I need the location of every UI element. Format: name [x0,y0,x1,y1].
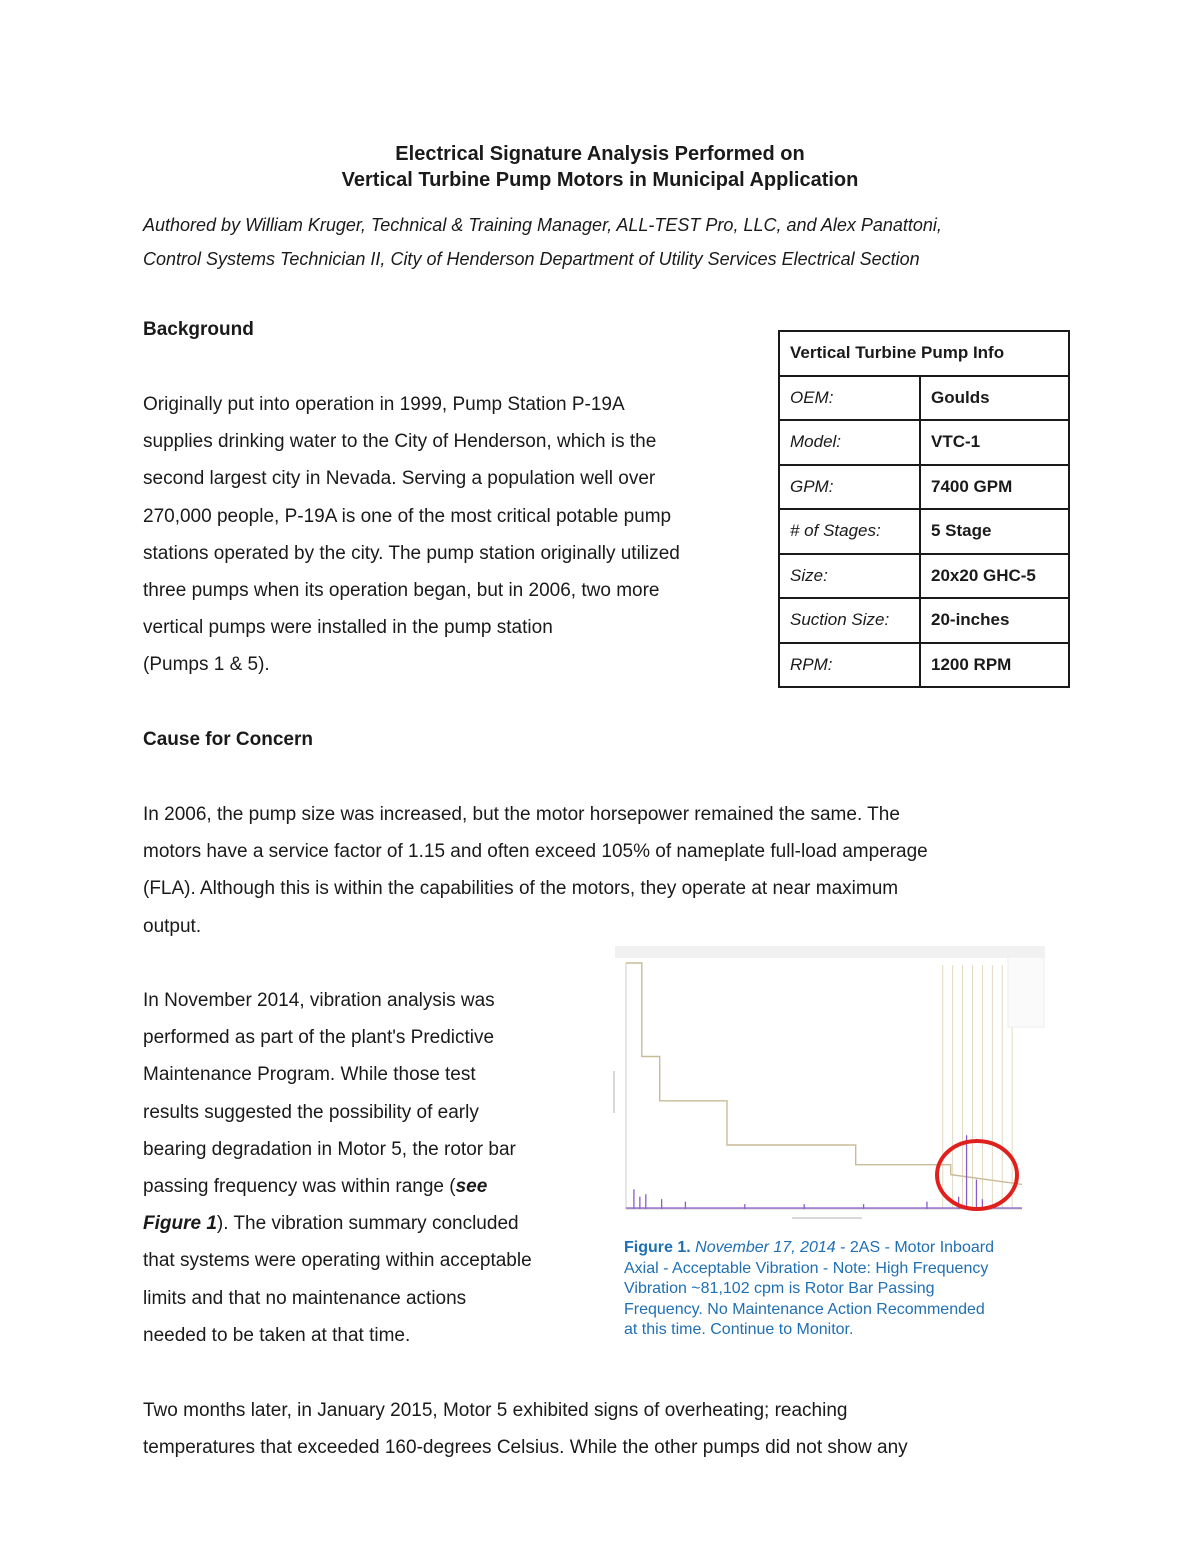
figure-date: November 17, 2014 [695,1239,836,1256]
chart-title-strip [615,946,1045,958]
concern-line: needed to be taken at that time. [143,1324,411,1346]
concern-paragraph-1 [143,796,928,945]
row-value: 5 Stage [920,509,1069,554]
row-value: 1200 RPM [920,643,1069,688]
background-paragraph [143,386,680,684]
background-heading: Background [143,319,254,340]
concern-line: results suggested the possibility of early [143,1101,479,1123]
figure-1-chart [612,943,1048,1226]
concern-line: that systems were operating within acceptable [143,1250,532,1272]
concern-line: performed as part of the plant's Predictive [143,1027,495,1049]
concern-line: (FLA). Although this is within the capabilities of the motors, they operate at near maximum [143,878,899,900]
row-label: Suction Size: [779,598,920,643]
caption-line: Axial - Acceptable Vibration - Note: High Frequency [624,1259,989,1277]
background-line: Originally put into operation in 1999, Pump Station P-19A [143,394,625,415]
figure-reference: Figure 1 [143,1213,217,1235]
concern-paragraph-2 [143,982,532,1354]
background-line: vertical pumps were installed in the pump station [143,617,553,639]
background-line: supplies drinking water to the City of Henderson, which is the [143,431,657,453]
concern-line: limits and that no maintenance actions [143,1287,467,1309]
caption-line: at this time. Continue to Monitor. [624,1321,854,1338]
figure-reference: see [455,1176,488,1198]
pump-info-header: Vertical Turbine Pump Info [779,331,1069,376]
concern-line: Maintenance Program. While those test [143,1064,476,1086]
concern-text: ). The vibration summary concluded [216,1213,519,1235]
background-line: (Pumps 1 & 5). [143,654,270,676]
figure-label: Figure 1. [624,1239,691,1256]
document-title-line-1: Electrical Signature Analysis Performed on [395,143,805,165]
concern-line [143,1205,532,1242]
concern-line: motors have a service factor of 1.15 and often exceed 105% of nameplate full-load amperage [143,841,928,863]
row-label: # of Stages: [779,509,920,554]
concern-paragraph-3 [143,1392,908,1466]
caption-line: Frequency. No Maintenance Action Recommended [624,1300,985,1318]
row-label: Model: [779,420,920,465]
concern-line: In 2006, the pump size was increased, but the motor horsepower remained the same. The [143,804,900,825]
author-line-1: Authored by William Kruger, Technical & Training Manager, ALL-TEST Pro, LLC, and Alex Panattoni, [143,215,942,235]
figure-1-caption [624,1238,1044,1341]
caption-line [624,1238,1044,1259]
background-line: three pumps when its operation began, but in 2006, two more [143,580,660,602]
row-value: Goulds [920,376,1069,421]
row-value: 7400 GPM [920,465,1069,510]
concern-line: In November 2014, vibration analysis was [143,990,495,1011]
concern-line: temperatures that exceeded 160-degrees Celsius. While the other pumps did not show any [143,1437,908,1459]
table-row [779,420,1069,465]
concern-heading: Cause for Concern [143,729,313,750]
row-value: 20x20 GHC-5 [920,554,1069,599]
concern-line: Two months later, in January 2015, Motor 5 exhibited signs of overheating; reaching [143,1400,848,1421]
caption-line: Vibration ~81,102 cpm is Rotor Bar Passing [624,1280,935,1297]
row-value: VTC-1 [920,420,1069,465]
background-line: second largest city in Nevada. Serving a population well over [143,468,656,490]
concern-line: bearing degradation in Motor 5, the rotor bar [143,1138,516,1160]
concern-text: passing frequency was within range ( [143,1176,456,1198]
table-row [779,509,1069,554]
table-row [779,598,1069,643]
background-line: stations operated by the city. The pump station originally utilized [143,542,680,564]
author-line-2: Control Systems Technician II, City of Henderson Department of Utility Services Electrical Section [143,249,920,269]
vibration-spectrum-chart [612,943,1048,1226]
row-label: Size: [779,554,920,599]
document-title-line-2: Vertical Turbine Pump Motors in Municipal Application [341,169,859,191]
background-line: 270,000 people, P-19A is one of the most critical potable pump [143,505,672,527]
table-row [779,643,1069,688]
concern-line: output. [143,915,202,937]
row-value: 20-inches [920,598,1069,643]
row-label: RPM: [779,643,920,688]
table-row [779,376,1069,421]
table-row [779,554,1069,599]
pump-info-table [778,330,1070,688]
row-label: OEM: [779,376,920,421]
row-label: GPM: [779,465,920,510]
chart-legend-box [1008,957,1044,1027]
caption-text: - 2AS - Motor Inboard [835,1239,994,1256]
table-row [779,465,1069,510]
concern-line [143,1168,532,1205]
